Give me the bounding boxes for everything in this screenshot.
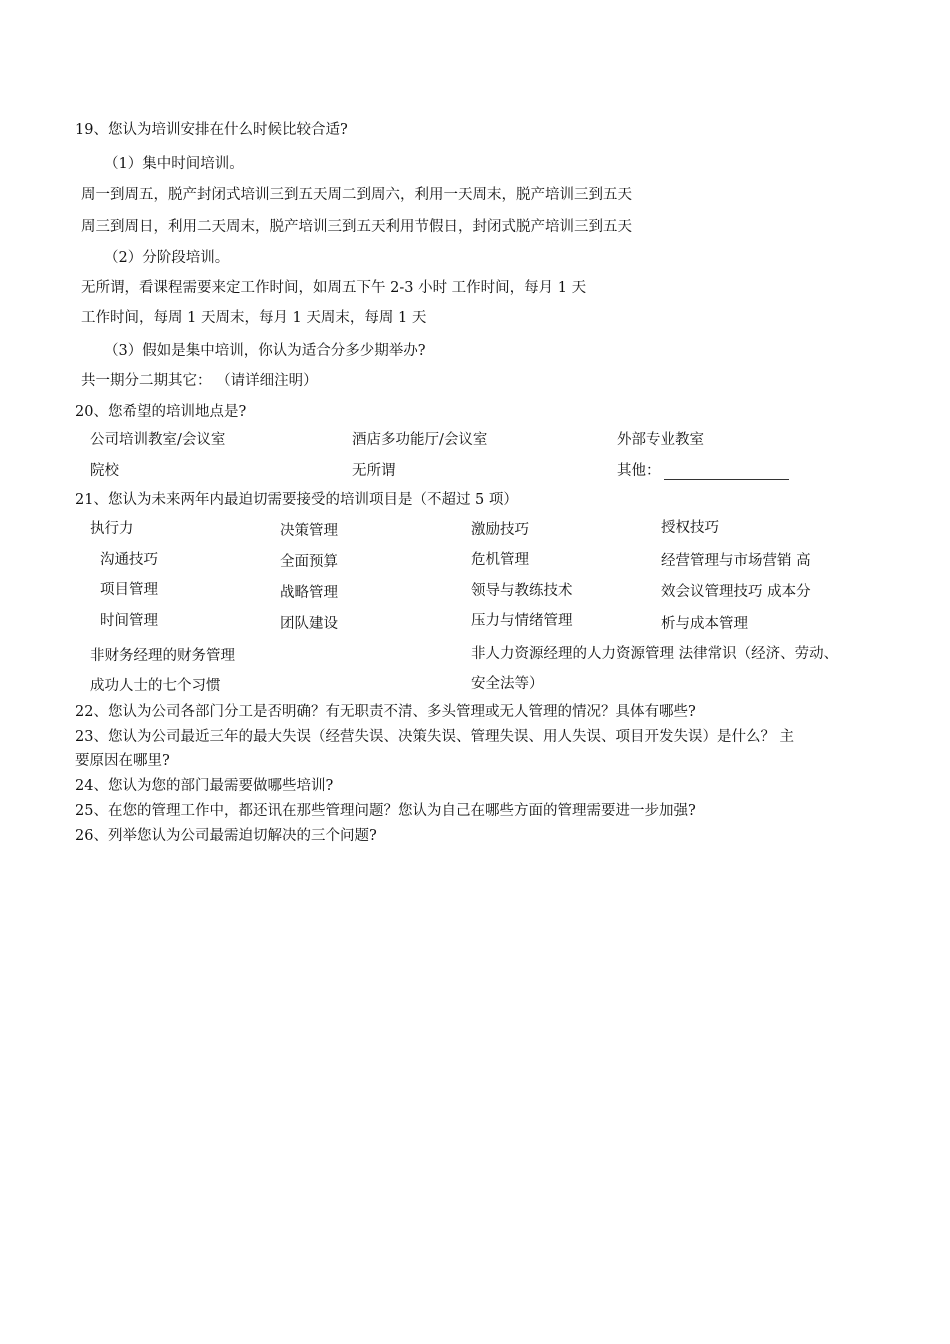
training-item: 沟通技巧 <box>100 552 158 568</box>
option-other: 其他： <box>617 463 661 479</box>
option-no-preference: 无所谓 <box>352 463 396 479</box>
training-item: 项目管理 <box>100 582 158 598</box>
question-19-sub3-line1: 共一期分二期其它： （请详细注明） <box>81 373 318 389</box>
option-company-classroom: 公司培训教室/会议室 <box>90 432 226 448</box>
training-item: 决策管理 <box>280 523 338 539</box>
other-fill-blank[interactable] <box>664 479 789 480</box>
question-21-title: 21、您认为未来两年内最迫切需要接受的培训项目是（不超过 5 项） <box>75 492 518 508</box>
training-item: 经营管理与市场营销 高 <box>661 553 811 569</box>
training-item: 时间管理 <box>100 613 158 629</box>
question-19-sub2-line2: 工作时间，每周 1 天周末，每月 1 天周末，每周 1 天 <box>81 310 427 326</box>
training-item: 战略管理 <box>280 585 338 601</box>
question-19-sub2: （2）分阶段培训。 <box>104 250 230 266</box>
training-item: 效会议管理技巧 成本分 <box>661 584 811 600</box>
question-20-title: 20、您希望的培训地点是? <box>75 404 247 420</box>
option-college: 院校 <box>90 463 119 479</box>
training-item: 领导与教练技术 <box>471 583 573 599</box>
option-external-classroom: 外部专业教室 <box>617 432 704 448</box>
training-item: 授权技巧 <box>661 520 719 536</box>
question-25: 25、在您的管理工作中，都还讯在那些管理问题？您认为自己在哪些方面的管理需要进一步加强? <box>75 803 696 819</box>
training-item: 危机管理 <box>471 552 529 568</box>
option-hotel-hall: 酒店多功能厅/会议室 <box>352 432 488 448</box>
training-item: 团队建设 <box>280 616 338 632</box>
training-item: 执行力 <box>90 521 134 537</box>
question-23-line2: 要原因在哪里? <box>75 753 170 769</box>
question-22: 22、您认为公司各部门分工是否明确？有无职责不清、多头管理或无人管理的情况？具体有哪些? <box>75 704 696 720</box>
question-26: 26、列举您认为公司最需迫切解决的三个问题? <box>75 828 377 844</box>
question-23-line1: 23、您认为公司最近三年的最大失误（经营失误、决策失误、管理失误、用人失误、项目开发失误）是什么？ 主 <box>75 729 795 745</box>
question-24: 24、您认为您的部门最需要做哪些培训? <box>75 778 334 794</box>
training-item: 压力与情绪管理 <box>471 613 573 629</box>
question-19-sub2-line1: 无所谓，看课程需要来定工作时间，如周五下午 2-3 小时 工作时间，每月 1 天 <box>81 280 587 296</box>
training-item: 全面预算 <box>280 554 338 570</box>
question-19-sub3: （3）假如是集中培训，你认为适合分多少期举办? <box>104 343 426 359</box>
question-19-sub1-line1: 周一到周五，脱产封闭式培训三到五天周二到周六，利用一天周末，脱产培训三到五天 <box>81 187 632 203</box>
training-item: 非财务经理的财务管理 <box>90 648 235 664</box>
training-item: 安全法等） <box>471 676 544 692</box>
question-19-sub1-line2: 周三到周日，利用二天周末，脱产培训三到五天利用节假日，封闭式脱产培训三到五天 <box>81 219 632 235</box>
training-item: 成功人士的七个习惯 <box>90 678 221 694</box>
training-item: 析与成本管理 <box>661 616 748 632</box>
training-item: 激励技巧 <box>471 522 529 538</box>
training-item: 非人力资源经理的人力资源管理 法律常识（经济、劳动、 <box>471 646 839 662</box>
question-19-sub1: （1）集中时间培训。 <box>104 156 244 172</box>
question-19-title: 19、您认为培训安排在什么时候比较合适? <box>75 122 348 138</box>
